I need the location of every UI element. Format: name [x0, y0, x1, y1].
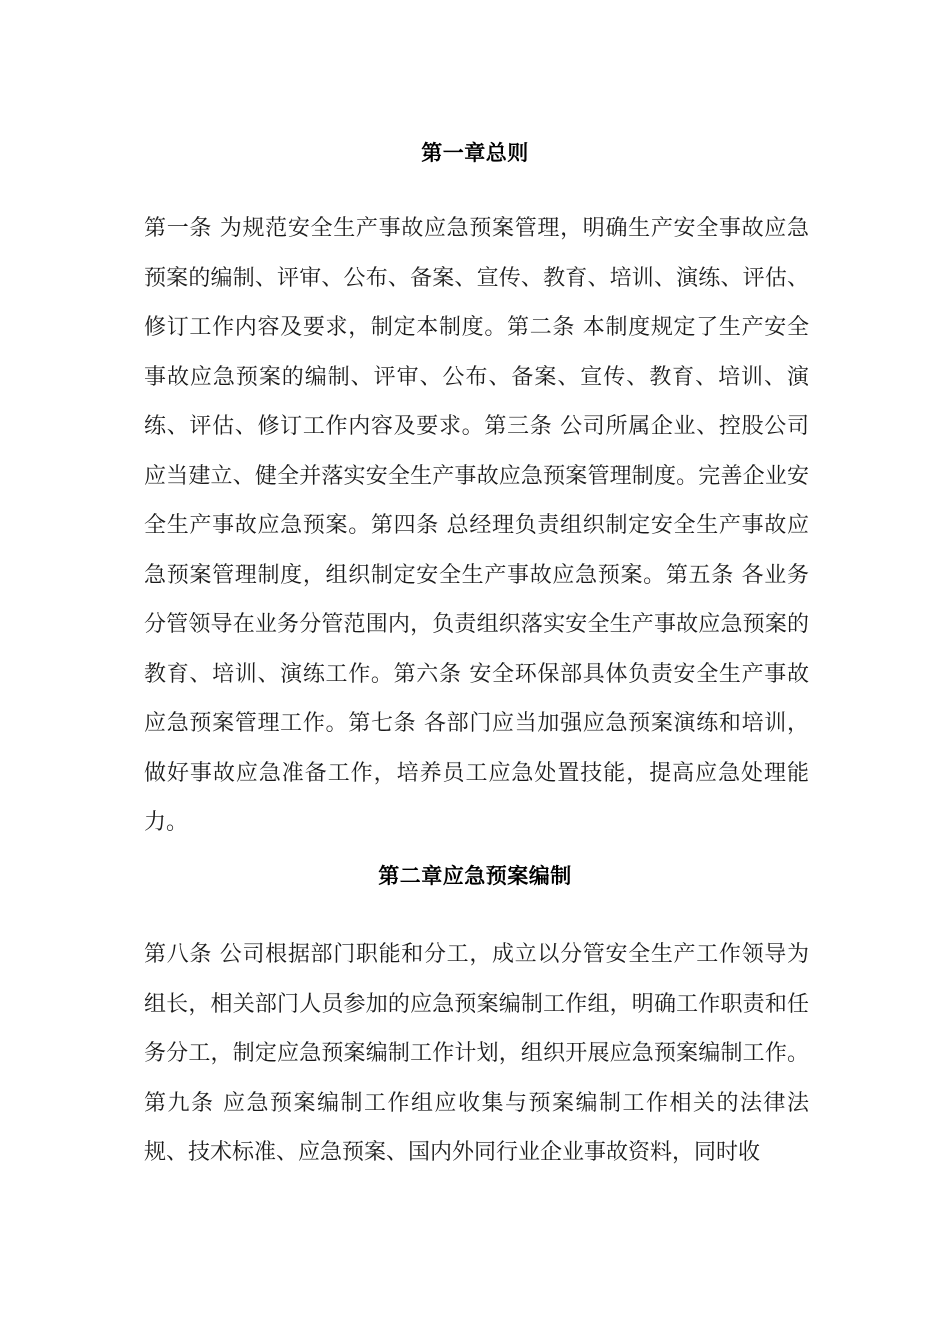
- chapter-2-title: 第二章应急预案编制: [378, 864, 572, 888]
- chapter-1-title: 第一章总则: [421, 141, 529, 165]
- chapter-2-body-paragraph: 第八条 公司根据部门职能和分工，成立以分管安全生产工作领导为组长，相关部门人员参加的应急预案编制工作组，明确工作职责和任务分工，制定应急预案编制工作计划，组织开展应急预案编制工作。第九条 应急预案编制工作组应收集与预案编制工作相关的法律法规、技术标准、应急预案、国内外同行业企业事故资料，同时收: [144, 942, 809, 1165]
- chapter-1-body-paragraph: 第一条 为规范安全生产事故应急预案管理，明确生产安全事故应急预案的编制、评审、公布、备案、宣传、教育、培训、演练、评估、修订工作内容及要求，制定本制度。第二条 本制度规定了生产安全事故应急预案的编制、评审、公布、备案、宣传、教育、培训、演练、评估、修订工作内容及要求。第三条 公司所属企业、控股公司应当建立、健全并落实安全生产事故应急预案管理制度。完善企业安全生产事故应急预案。第四条 总经理负责组织制定安全生产事故应急预案管理制度，组织制定安全生产事故应急预案。第五条 各业务分管领导在业务分管范围内，负责组织落实安全生产事故应急预案的教育、培训、演练工作。第六条 安全环保部具体负责安全生产事故应急预案管理工作。第七条 各部门应当加强应急预案演练和培训，做好事故应急准备工作，培养员工应急处置技能，提高应急处理能力。: [144, 216, 809, 835]
